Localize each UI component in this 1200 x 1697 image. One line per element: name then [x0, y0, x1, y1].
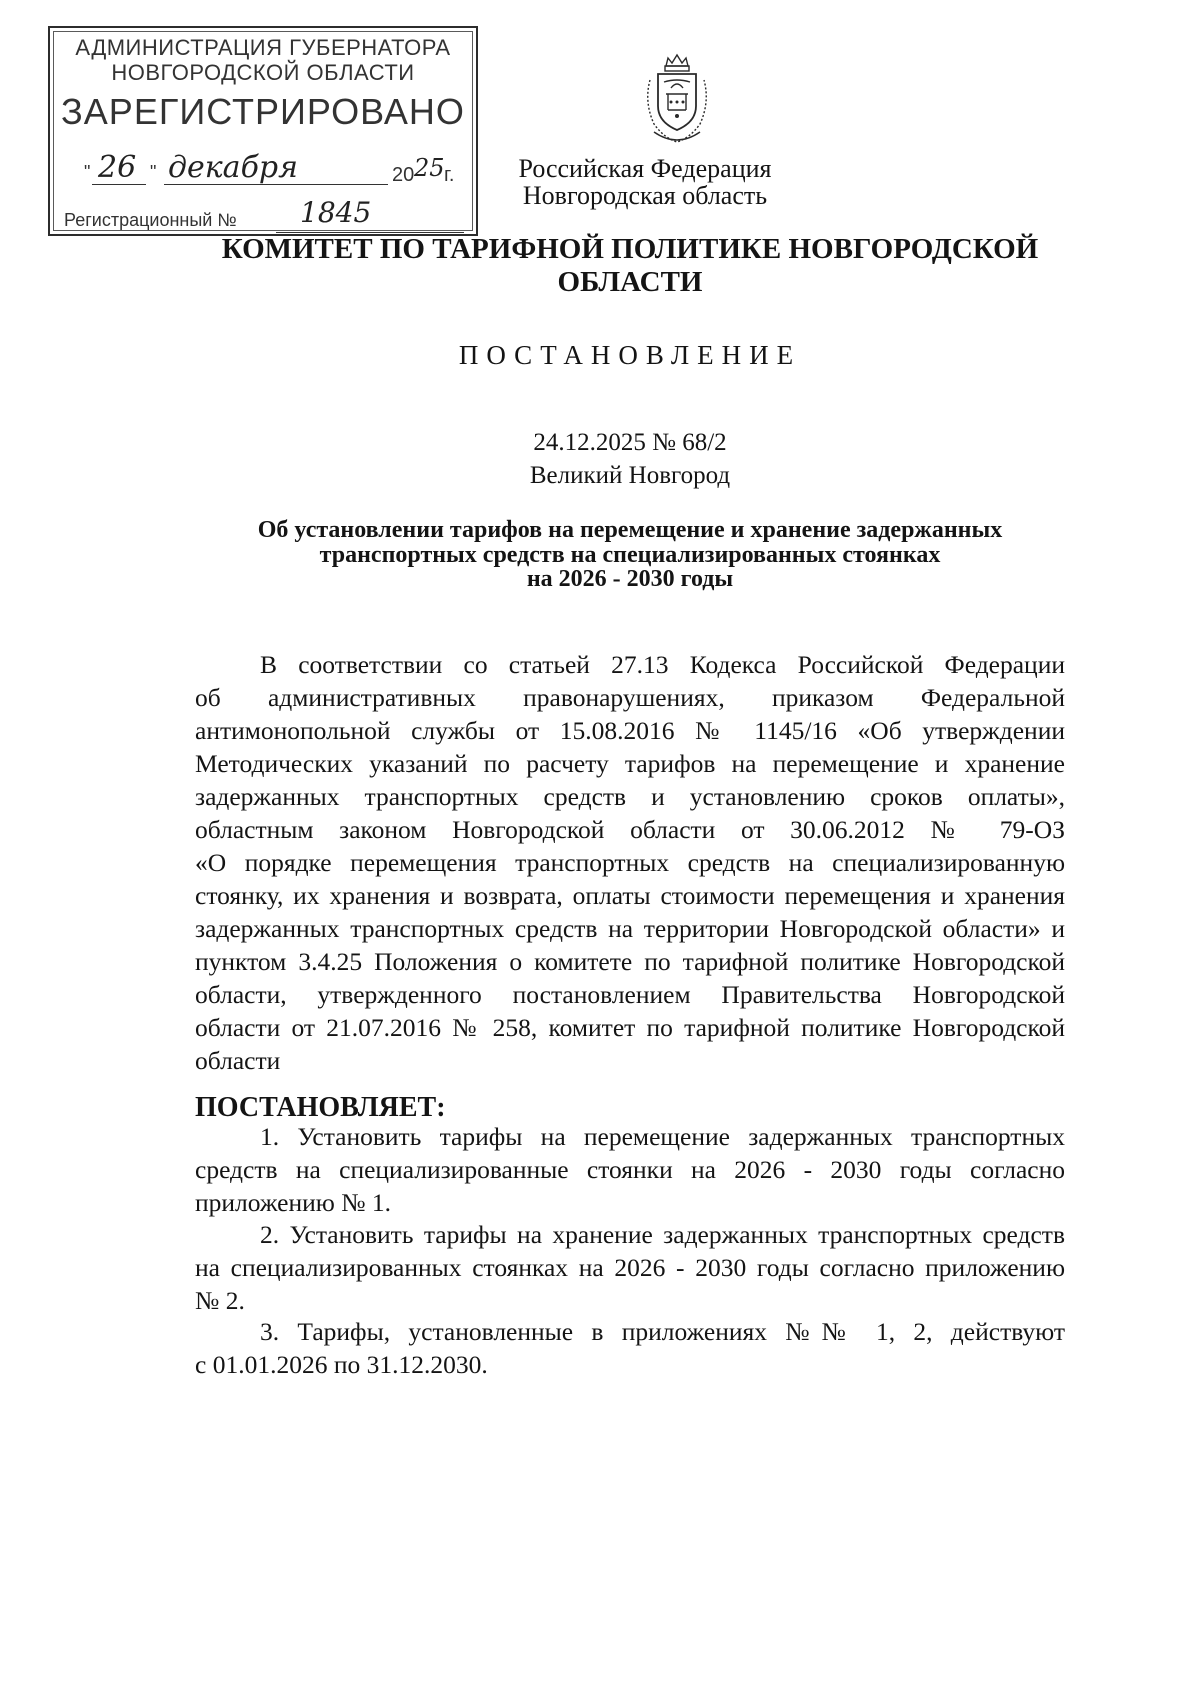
preamble-line: «О порядке перемещения транспортных средств на специализированную	[195, 848, 1065, 877]
preamble-line: области, утвержденного постановлением Правительства Новгородской	[195, 980, 1065, 1009]
stamp-year-suffix: 25	[414, 154, 445, 182]
stamp-date	[84, 150, 474, 190]
stamp-quote-close: "	[150, 162, 157, 182]
preamble-line: об административных правонарушениях, приказом Федеральной	[195, 683, 1065, 712]
preamble-line: задержанных транспортных средств и установлению сроков оплаты»,	[195, 782, 1065, 811]
preamble-line: области	[195, 1046, 281, 1075]
preamble-line: В соответствии со статьей 27.13 Кодекса Российской Федерации	[260, 650, 1065, 679]
decree-item-line: 3. Тарифы, установленные в приложениях №№ 1, 2, действуют	[260, 1317, 1065, 1346]
decree-item-line: № 2.	[195, 1286, 245, 1315]
stamp-registered: ЗАРЕГИСТРИРОВАНО	[61, 91, 465, 132]
document-title-line1: Об установлении тарифов на перемещение и хранение задержанных	[257, 517, 1003, 543]
committee-name-line2: ОБЛАСТИ	[557, 266, 703, 298]
preamble-line: пунктом 3.4.25 Положения о комитете по тарифной политике Новгородской	[195, 947, 1065, 976]
registration-stamp	[48, 26, 478, 236]
preamble-line: задержанных транспортных средств на территории Новгородской области» и	[195, 914, 1065, 943]
decree-item-line: с 01.01.2026 по 31.12.2030.	[195, 1350, 488, 1379]
stamp-quote-open: "	[84, 162, 91, 182]
stamp-year-abbr: г.	[444, 164, 455, 186]
decree-item-1	[195, 1120, 1065, 1219]
preamble-line: Методических указаний по расчету тарифов на перемещение и хранение	[195, 749, 1065, 778]
document-city: Великий Новгород	[529, 462, 731, 489]
preamble-line: антимонопольной службы от 15.08.2016 № 1145/16 «Об утверждении	[195, 716, 1065, 745]
decree-item-line: 2. Установить тарифы на хранение задержанных транспортных средств	[260, 1220, 1065, 1249]
stamp-day-underline	[92, 184, 146, 185]
stamp-day: 26	[98, 150, 137, 185]
stamp-org-line1: АДМИНИСТРАЦИЯ ГУБЕРНАТОРА	[75, 35, 451, 60]
stamp-org-line2: НОВГОРОДСКОЙ ОБЛАСТИ	[111, 60, 415, 85]
stamp-month: декабря	[168, 150, 298, 185]
region-name: Новгородская область	[522, 181, 768, 210]
preamble-line: стоянку, их хранения и возврата, оплаты стоимости перемещения и хранения	[195, 881, 1065, 910]
document-date-number: 24.12.2025 № 68/2	[533, 429, 727, 456]
decree-item-3	[195, 1315, 1065, 1381]
preamble-paragraph	[195, 648, 1065, 1077]
coat-of-arms-icon	[638, 52, 716, 146]
document-title-line3: на 2026 - 2030 годы	[526, 566, 734, 592]
decree-item-line: средств на специализированные стоянки на 2026 - 2030 годы согласно	[195, 1155, 1065, 1184]
document-title-line2: транспортных средств на специализированных стоянках	[319, 542, 941, 568]
document-type: ПОСТАНОВЛЕНИЕ	[458, 340, 802, 370]
committee-name-line1: КОМИТЕТ ПО ТАРИФНОЙ ПОЛИТИКЕ НОВГОРОДСКОЙ	[221, 233, 1039, 265]
decree-item-2	[195, 1218, 1065, 1317]
country-name: Российская Федерация	[518, 154, 772, 183]
stamp-registration-number	[64, 196, 464, 234]
decree-item-line: 1. Установить тарифы на перемещение задержанных транспортных	[260, 1122, 1065, 1151]
stamp-year-prefix: 20	[392, 164, 415, 186]
stamp-month-underline	[164, 184, 388, 185]
stamp-reg-number: 1845	[300, 196, 372, 229]
decree-item-line: приложению № 1.	[195, 1188, 392, 1217]
stamp-reg-label: Регистрационный №	[64, 210, 237, 230]
preamble-line: области от 21.07.2016 № 258, комитет по тарифной политике Новгородской	[195, 1013, 1065, 1042]
preamble-line: областным законом Новгородской области от 30.06.2012 № 79-ОЗ	[195, 815, 1065, 844]
decree-item-line: на специализированных стоянках на 2026 - 2030 годы согласно приложению	[195, 1253, 1065, 1282]
decree-verb: ПОСТАНОВЛЯЕТ:	[195, 1092, 446, 1123]
